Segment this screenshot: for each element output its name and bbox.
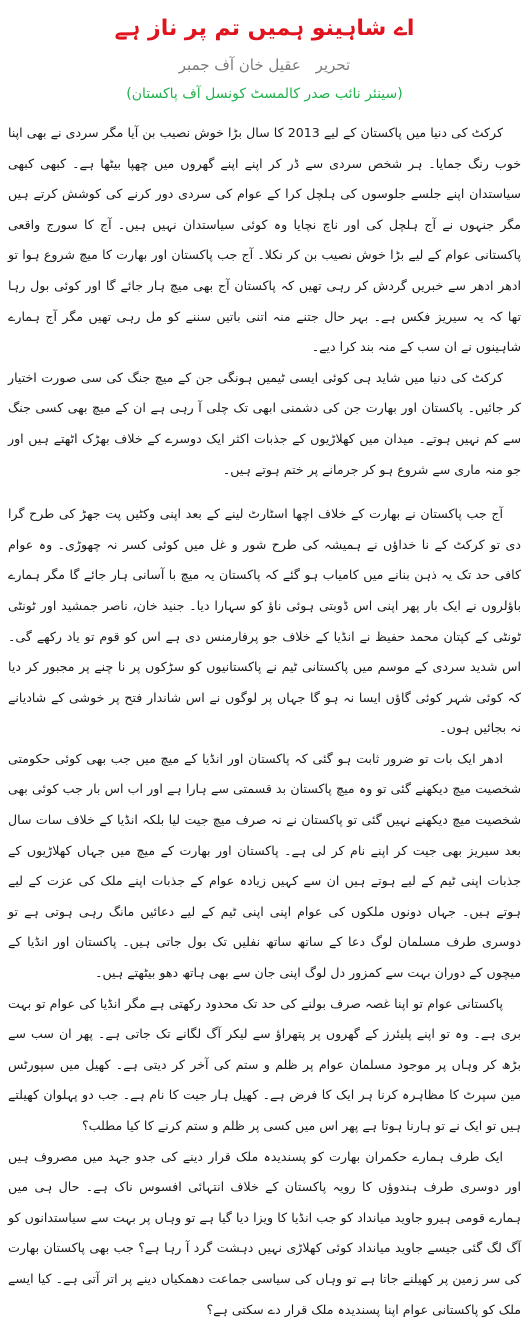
article-byline (8, 52, 521, 78)
byline-label: تحریر (315, 56, 351, 74)
author-name: عقیل خان آف جمبر (178, 56, 301, 74)
paragraph-6: ایک طرف ہمارے حکمران بھارت کو پسندیدہ ملک قرار دینے کی جدو جہد میں مصروف ہیں اور دوسری طرف ہندوؤں کا رویہ پاکستان کے خلاف انتہائی افسوس ناک ہے۔ حال ہی میں ہمارے قومی ہیرو جاوید میانداد کو جب انڈیا کا ویزا دیا گیا ہے تو وہاں پر بہت سے سیاستدانوں کو آگ لگ گئی جیسے جاوید میانداد کوئی کھلاڑی نہیں دہشت گرد آ رہا ہے؟ جب بھی پاکستان بھارت کی سر زمین پر کھیلنے جاتا ہے تو وہاں کی سیاسی جماعت دھمکیاں دینے پر اتر آتی ہے۔ کیا ایسے ملک کو پاکستانی عوام اپنا پسندیدہ ملک قرار دے سکتی ہے؟ (8, 1148, 521, 1317)
article-header (8, 12, 521, 106)
paragraph-5: پاکستانی عوام تو اپنا غصہ صرف بولنے کی حد تک محدود رکھتی ہے مگر انڈیا کی عوام تو بہت بری ہے۔ وہ تو اپنے پلیئرز کے گھروں پر پتھراؤ سے لیکر آگ لگانے تک جاتی ہے۔ پھر ان سب سے بڑھ کر وہاں پر موجود مسلمان عوام پر ظلم و ستم کی آخر کر دیتی ہے۔ کھیل میں سپورٹس مین سپرٹ کا مظاہرہ کرنا ہر ایک کا فرض ہے۔ کھیل ہار جیت کا نام ہے۔ جب دو پہلوان کھیلتے ہیں تو ایک نے تو ہارنا ہوتا ہے پھر اس میں کسی پر ظلم و ستم کرنے کا کیا مطلب؟ (8, 995, 521, 1133)
author-designation: (سینئر نائب صدر کالمسٹ کونسل آف پاکستان) (126, 86, 403, 102)
paragraph-2: کرکٹ کی دنیا میں شاید ہی کوئی ایسی ٹیمیں ہونگی جن کے میچ جنگ کی سی صورت اختیار کر جائیں۔ پاکستان اور بھارت جن کی دشمنی ابھی تک چلی آ رہی ہے ان کے میچ بھی کسی جنگ سے کم نہیں ہوتے۔ میدان میں کھلاڑیوں کے جذبات اکثر ایک دوسرے کے خلاف بھڑک اٹھتے ہیں اور جو منہ ماری سے شروع ہو کر جرمانے پر ختم ہوتے ہیں۔ (8, 369, 521, 477)
article-title: اے شاہینو ہمیں تم پر ناز ہے (114, 16, 415, 41)
paragraph-1: کرکٹ کی دنیا میں پاکستان کے لیے 2013 کا سال بڑا خوش نصیب بن آیا مگر سردی نے بھی اپنا خوب رنگ جمایا۔ ہر شخص سردی سے ڈر کر اپنے اپنے گھروں میں چھپا بیٹھا ہے۔ کبھی کبھی سیاستدان اپنے جلسے جلوسوں کی ہلچل کرا کے عوام کی سردی دور کرنے کی کوشش کرتے ہیں مگر جنہوں نے آج ہلچل کی اور ناچ نچایا وہ کوئی سیاستدان نہیں ہیں۔ آج کا سورج واقعی پاکستانی عوام کے لیے بڑا خوش نصیب بن کر نکلا۔ آج جب پاکستان اور بھارت کا میچ شروع ہوا تو ادھر ادھر سے خبریں گردش کر رہی تھیں کہ پاکستان آج بھی میچ ہار جائے گا اور کوئی بول رہا تھا کہ یہ سیریز فکس ہے۔ بہر حال جتنے منہ اتنی باتیں سننے کو مل رہی تھیں مگر آج ہمارے شاہینوں نے ان سب کے منہ بند کرا دیے۔ (8, 125, 521, 355)
article-body (8, 118, 521, 1325)
paragraph-3: آج جب پاکستان نے بھارت کے خلاف اچھا اسٹارٹ لینے کے بعد اپنی وکٹیں پت جھڑ کی طرح گرا دی تو کرکٹ کے نا خداؤں نے ہمیشہ کی طرح شور و غل میں کوئی کسر نہ چھوڑی۔ وہ عوام کافی حد تک یہ ذہن بنانے میں کامیاب ہو گئے کہ پاکستان یہ میچ با آسانی ہار جائے گا مگر ہمارے باؤلروں نے ایک بار پھر اپنی اس ڈوبتی ہوئی ناؤ کو سہارا دیا۔ جنید خان، ناصر جمشید اور ٹونٹی ٹونٹی کے کپتان محمد حفیظ نے انڈیا کے خلاف جو پرفارمنس دی ہے اس کو قوم تو یاد رکھے گی۔ اس شدید سردی کے موسم میں پاکستانی ٹیم نے پاکستانیوں کو سڑکوں پر نا چنے پر مجبور کر دیا کہ کوئی شہر کوئی گاؤں ایسا نہ ہو گا جہاں پر لوگوں نے اس شاندار فتح پر خوشی کے شادیانے نہ بجائیں ہوں۔ (8, 506, 521, 736)
paragraph-4: ادھر ایک بات تو ضرور ثابت ہو گئی کہ پاکستان اور انڈیا کے میچ میں جب بھی کوئی حکومتی شخصیت میچ دیکھنے گئی تو وہ میچ پاکستان بد قسمتی سے ہارا ہے اور اب اس بار جب کوئی بھی شخصیت میچ دیکھنے نہیں گئی تو پاکستان نے نہ صرف میچ جیت لیا بلکہ انڈیا کے خلاف سات سال بعد سیریز بھی جیت کر اپنے نام کر لی ہے۔ پاکستان اور بھارت کے میچ میں جہاں کھلاڑیوں کے جذبات اپنی ٹیم کے لیے ہوتے ہیں ان سے کہیں زیادہ عوام کے جذبات اپنے ملک کی عزت کے لیے ہوتے ہیں۔ جہاں دونوں ملکوں کی عوام اپنی اپنی ٹیم کے لیے دعائیں مانگ رہی ہوتی ہے تو دوسری طرف مسلمان لوگ دعا کے ساتھ ساتھ نفلیں تک بول جاتی ہیں۔ پاکستان اور انڈیا کے میچوں کے دوران بہت سے کمزور دل لوگ اپنی جان سے بھی ہاتھ دھو بیٹھتے ہیں۔ (8, 750, 521, 981)
